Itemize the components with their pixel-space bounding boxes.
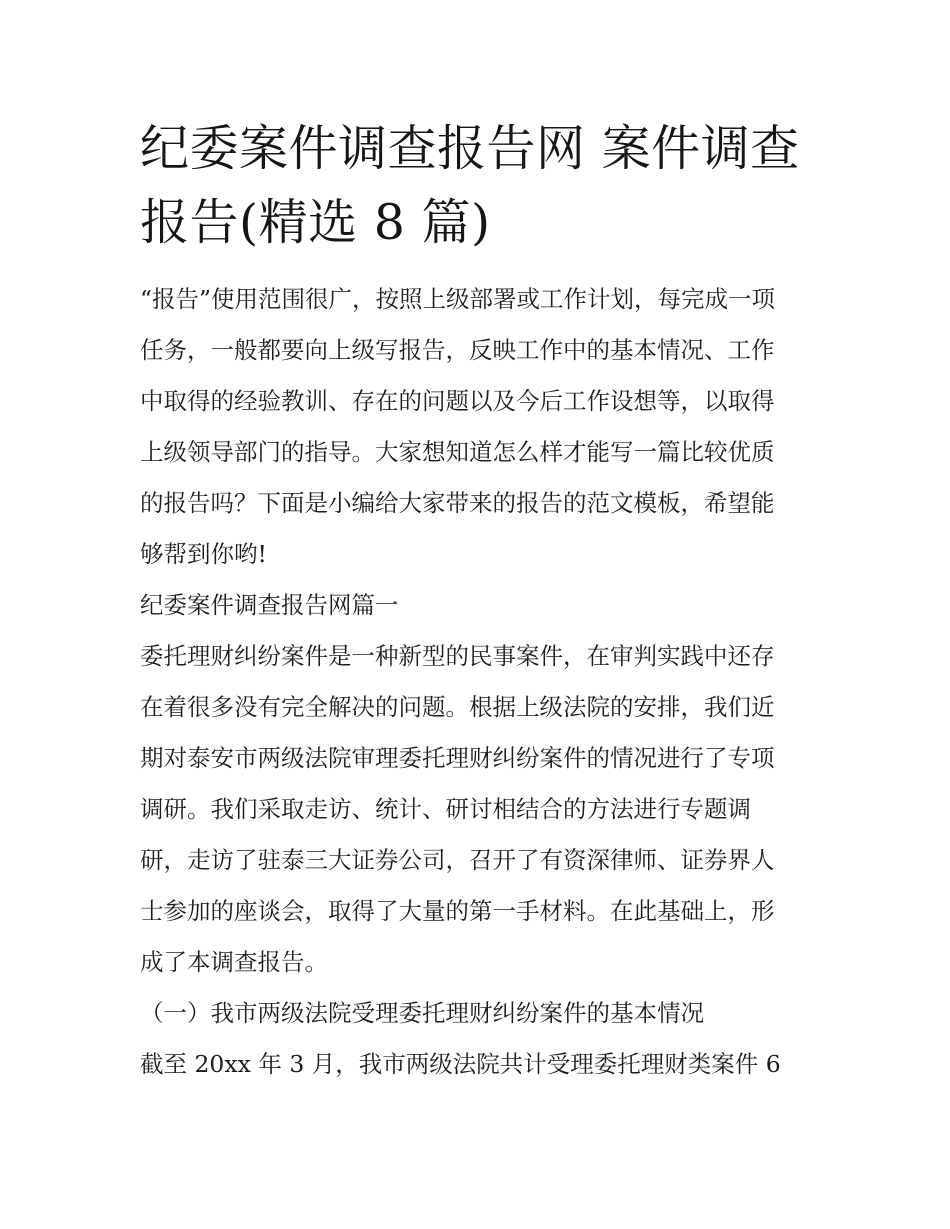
paragraph-line: 截至 20xx 年 3 月，我市两级法院共计受理委托理财类案件 6 (140, 1050, 781, 1078)
title-line-1: 纪委案件调查报告网 案件调查 (140, 120, 800, 177)
subsection-heading: （一）我市两级法院受理委托理财纠纷案件的基本情况 (140, 999, 704, 1027)
section-heading: 纪委案件调查报告网篇一 (140, 591, 399, 619)
paragraph-line: 成了本调查报告。 (140, 948, 328, 976)
paragraph-line: 够帮到你哟! (140, 540, 267, 568)
paragraph-line: 在着很多没有完全解决的问题。根据上级法院的安排，我们近 (140, 693, 775, 721)
paragraph-line: 的报告吗？下面是小编给大家带来的报告的范文模板，希望能 (140, 489, 775, 517)
title-line-2: 报告(精选 8 篇) (140, 194, 491, 251)
paragraph-line: 调研。我们采取走访、统计、研讨相结合的方法进行专题调 (140, 795, 751, 823)
document-content (140, 112, 820, 1090)
paragraph-line: 上级领导部门的指导。大家想知道怎么样才能写一篇比较优质 (140, 438, 775, 466)
paragraph-line: 委托理财纠纷案件是一种新型的民事案件，在审判实践中还存 (140, 642, 775, 670)
section-paragraph (140, 631, 820, 988)
paragraph-line: “报告”使用范围很广，按照上级部署或工作计划，每完成一项 (140, 285, 776, 313)
paragraph-line: 期对泰安市两级法院审理委托理财纠纷案件的情况进行了专项 (140, 744, 775, 772)
paragraph-line: 中取得的经验教训、存在的问题以及今后工作设想等，以取得 (140, 387, 775, 415)
paragraph-line: 研，走访了驻泰三大证券公司，召开了有资深律师、证券界人 (140, 846, 775, 874)
intro-paragraph (140, 274, 820, 580)
paragraph-line: 任务，一般都要向上级写报告，反映工作中的基本情况、工作 (140, 336, 775, 364)
paragraph-line: 士参加的座谈会，取得了大量的第一手材料。在此基础上，形 (140, 897, 775, 925)
document-body (140, 274, 820, 1090)
document-title (140, 112, 820, 260)
